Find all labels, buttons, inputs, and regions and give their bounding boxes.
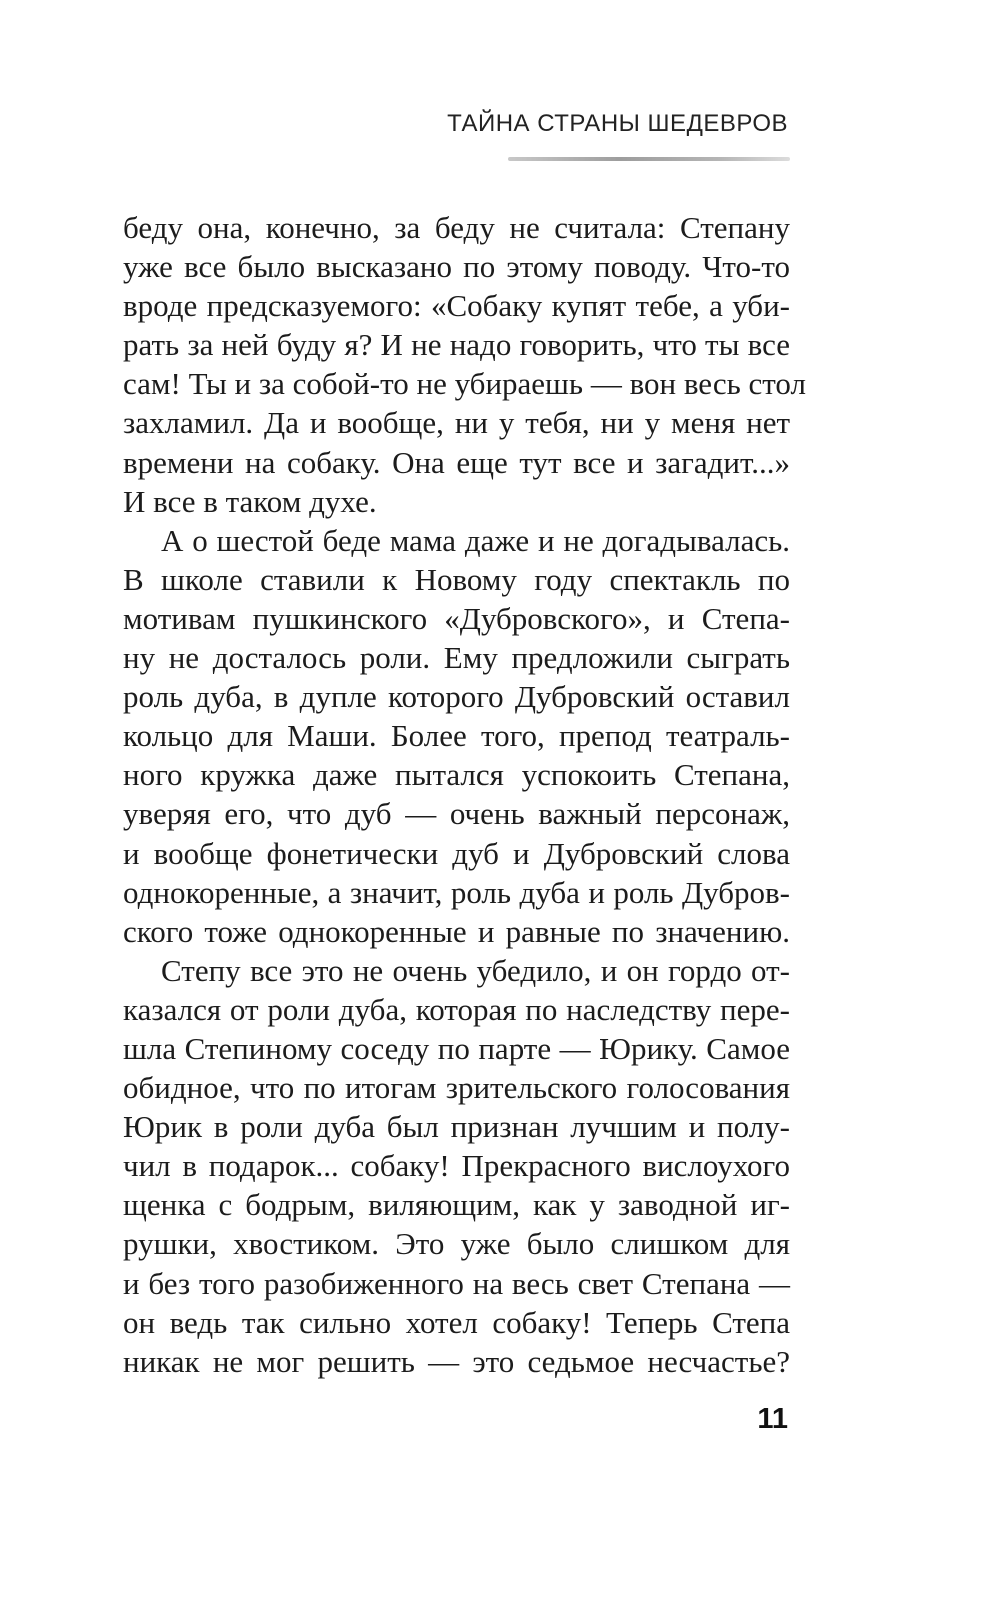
text-line: И все в таком духе. [123, 483, 377, 519]
text-line: мотивам пушкинского «Дубровского», и Степа- [123, 600, 790, 636]
text-line: ного кружка даже пытался успокоить Степана, [123, 757, 790, 793]
text-line: однокоренные, а значит, роль дуба и роль Дубров- [123, 874, 790, 910]
running-head: ТАЙНА СТРАНЫ ШЕДЕВРОВ [447, 110, 788, 137]
text-line: чил в подарок... собаку! Прекрасного вислоухого [123, 1148, 790, 1184]
text-line: и вообще фонетически дуб и Дубровский слова [123, 835, 790, 871]
text-line: сам! Ты и за собой-то не убираешь — вон весь стол [123, 366, 806, 402]
text-line: вроде предсказуемого: «Собаку купят тебе, а уби- [123, 288, 790, 324]
text-line: кольцо для Маши. Более того, препод театраль- [123, 718, 790, 754]
text-line: ну не досталось роли. Ему предложили сыграть [123, 640, 790, 676]
text-line: шла Степиному соседу по парте — Юрику. Самое [123, 1030, 790, 1066]
text-line: В школе ставили к Новому году спектакль по [123, 561, 790, 597]
text-line: Степу все это не очень убедило, и он гордо от- [161, 952, 790, 988]
text-line: обидное, что по итогам зрительского голосования [123, 1070, 790, 1106]
body-text [123, 208, 806, 1381]
header-rule [508, 157, 790, 161]
text-line: и без того разобиженного на весь свет Степана — [123, 1265, 790, 1301]
text-line: он ведь так сильно хотел собаку! Теперь Степа [123, 1304, 790, 1340]
text-line: Юрик в роли дуба был признан лучшим и полу- [123, 1109, 790, 1145]
text-line: роль дуба, в дупле которого Дубровский оставил [123, 679, 790, 715]
text-line: рать за ней буду я? И не надо говорить, что ты все [123, 327, 790, 363]
text-line: щенка с бодрым, виляющим, как у заводной иг- [123, 1187, 790, 1223]
text-line: никак не мог решить — это седьмое несчастье? [123, 1343, 790, 1379]
text-line: А о шестой беде мама даже и не догадывалась. [161, 522, 790, 558]
text-line: ского тоже однокоренные и равные по значению. [123, 913, 790, 949]
text-line: рушки, хвостиком. Это уже было слишком для [123, 1226, 790, 1262]
text-line: беду она, конечно, за беду не считала: Степану [123, 210, 790, 245]
text-line: казался от роли дуба, которая по наследству пере- [123, 991, 790, 1027]
text-line: времени на собаку. Она еще тут все и загадит...» [123, 444, 790, 480]
page-number: 11 [757, 1403, 788, 1435]
text-line: захламил. Да и вообще, ни у тебя, ни у меня нет [123, 405, 790, 441]
text-line: уже все было высказано по этому поводу. Что-то [123, 249, 790, 285]
text-line: уверяя его, что дуб — очень важный персонаж, [123, 796, 790, 832]
